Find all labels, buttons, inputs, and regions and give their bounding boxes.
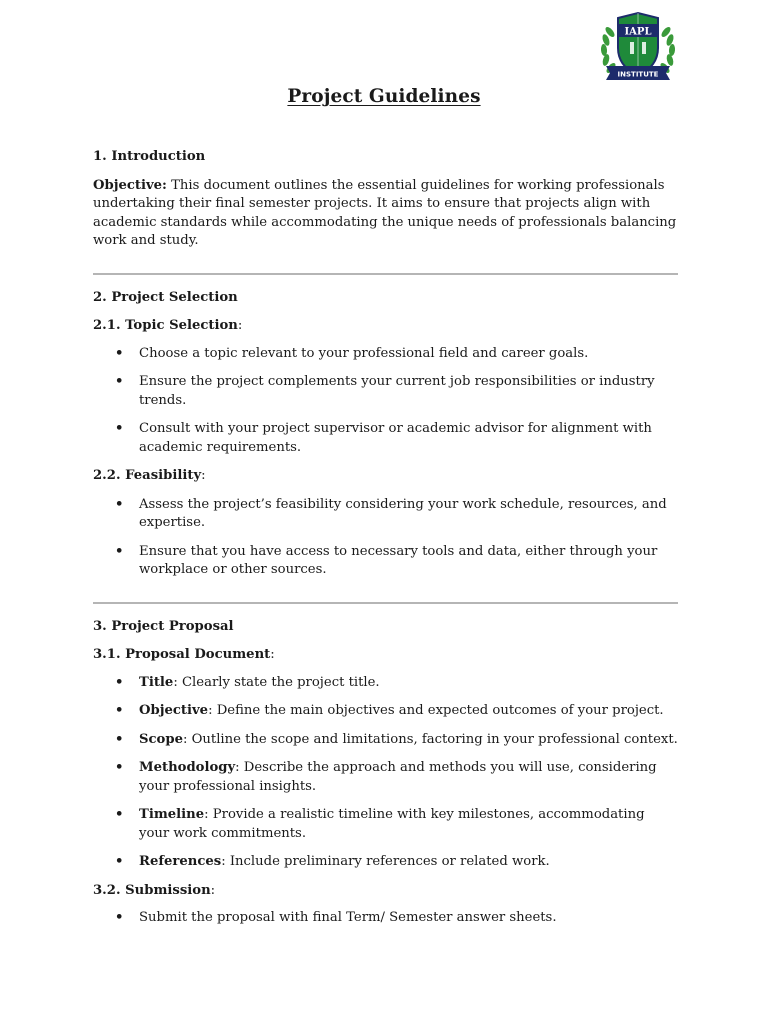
list-item: • References: Include preliminary references or related work. [115,854,550,869]
list-item: • Choose a topic relevant to your professional field and career goals. [115,345,589,361]
list-item: • Timeline: Provide a realistic timeline with key milestones, accommodating your work commitments. [115,807,645,841]
heading-project-proposal: 3. Project Proposal [93,618,234,634]
list-item: • Methodology: Describe the approach and methods you will use, considering your professional insights. [115,760,657,794]
submission-list [93,909,678,928]
objective-label: Objective: [93,177,167,193]
objective-text: This document outlines the essential guidelines for working professionals undertaking their final semester projects. It aims to ensure that projects align with academic standards while accommodating the unique needs of professionals balancing work and study. [93,177,677,248]
heading-proposal-document: 3.1. Proposal Document: [93,647,275,662]
document-body [93,148,678,928]
feasibility-list [93,496,678,580]
logo-text: IAPL [624,26,652,38]
proposal-document-list [93,674,678,872]
list-item: • Title: Clearly state the project title. [115,674,380,690]
iapl-institute-logo [598,10,678,84]
heading-feasibility: 2.2. Feasibility: [93,468,206,483]
objective-paragraph [93,177,678,251]
list-item: • Ensure the project complements your current job responsibilities or industry trends. [115,374,655,408]
heading-topic-selection: 2.1. Topic Selection: [93,318,243,333]
page-title: Project Guidelines [287,86,481,107]
list-item: • Ensure that you have access to necessary tools and data, either through your workplace or other sources. [115,543,658,577]
list-item: • Submit the proposal with final Term/ Semester answer sheets. [115,910,557,925]
list-item: • Assess the project’s feasibility considering your work schedule, resources, and expertise. [115,496,667,530]
list-item: • Consult with your project supervisor or academic advisor for alignment with academic requirements. [115,421,652,455]
logo-ribbon-text: INSTITUTE [617,70,659,79]
topic-selection-list [93,345,678,458]
list-item: • Objective: Define the main objectives and expected outcomes of your project. [115,703,664,718]
heading-project-selection: 2. Project Selection [93,289,238,305]
heading-introduction: 1. Introduction [93,149,206,164]
list-item: • Scope: Outline the scope and limitations, factoring in your professional context. [115,731,678,747]
heading-submission: 3.2. Submission: [93,882,216,898]
